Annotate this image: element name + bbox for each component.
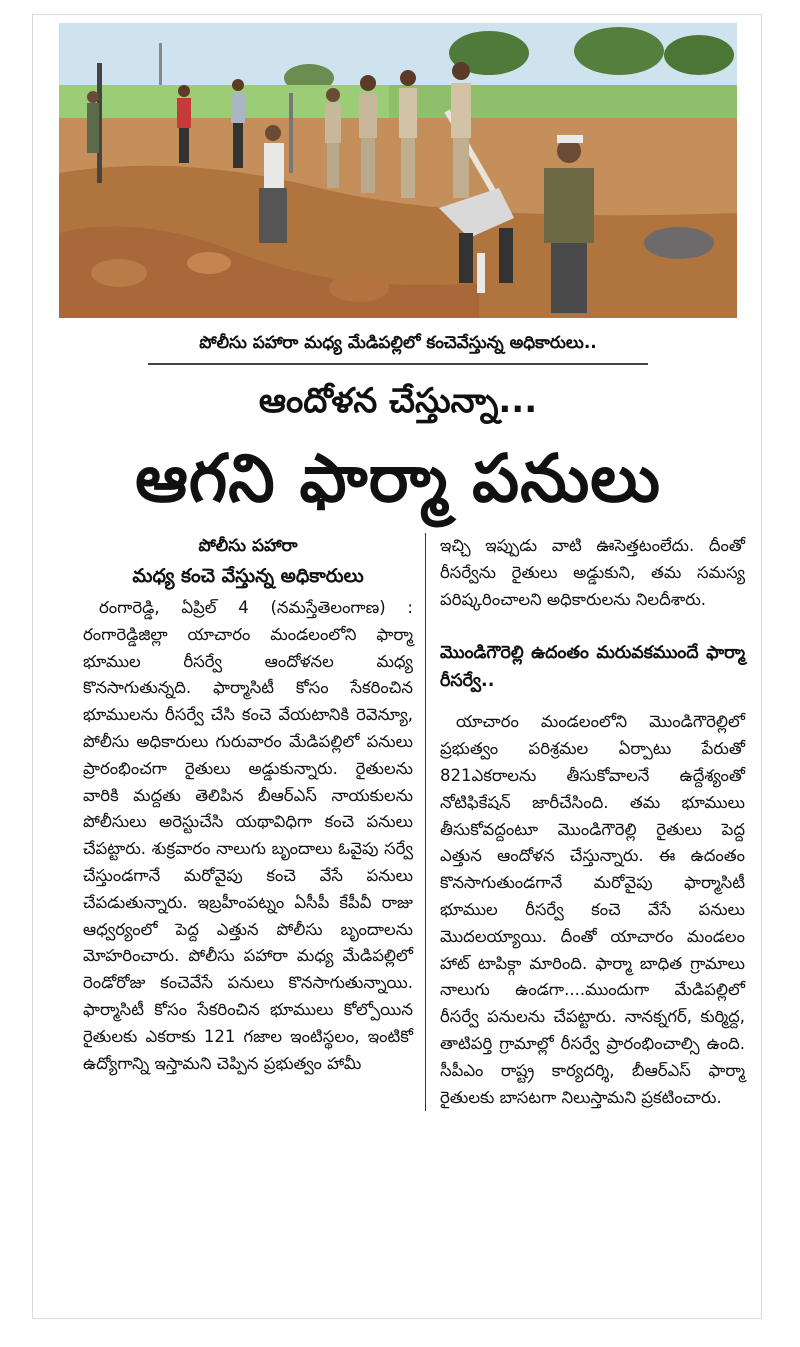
main-headline: ఆగని ఫార్మా పనులు [135, 440, 661, 517]
section-subheading: మొండిగౌరెల్లి ఉదంతం మరువకముందే ఫార్మా రీసర్వే.. [440, 643, 745, 692]
right-body-continued: ఇచ్చి ఇప్పుడు వాటి ఊసెత్తటంలేదు. దీంతో రీసర్వేను రైతులు అడ్డుకుని, తమ సమస్య పరిష్కరించాలని అధికారులను నిలదీశారు. [440, 536, 745, 609]
field-scene-illustration [59, 23, 737, 318]
right-column [425, 533, 745, 1111]
left-column [83, 533, 413, 1077]
left-body-text: రంగారెడ్డి, ఏప్రిల్ 4 (నమస్తేతెలంగాణ) : రంగారెడ్డిజిల్లా యాచారం మండలంలోని ఫార్మా భూముల రీసర్వే ఆందోళనల మధ్య కొనసాగుతున్నది. ఫార్మాసిటీ కోసం సేకరించిన భూములను రీసర్వే చేసి కంచె వేయటానికి రెవెన్యూ, పోలీసు అధికారులు గురువారం మేడిపల్లిలో పనులు ప్రారంభించగా రైతులు అడ్డుకున్నారు. రైతులను వారికి మద్దతు తెలిపిన బీఆర్ఎస్ నాయకులను పోలీసులు అరెస్టుచేసి యథావిధిగా కంచె పనులు చేపట్టారు. శుక్రవారం నాలుగు బృందాలు ఓవైపు సర్వే చేస్తుండగానే మరోవైపు కంచె వేసే పనులు చేపడుతున్నారు. ఇబ్రహీంపట్నం ఏసీపీ కేపీవీ రాజు ఆధ్వర్యంలో పెద్ద ఎత్తున పోలీసు బృందాలను మోహరించారు. పోలీసు పహారా మధ్య మేడిపల్లిలో రెండోరోజు కంచెవేసే పనులు కొనసాగుతున్నాయి. ఫార్మాసిటీ కోసం సేకరించిన భూములు కోల్పోయిన రైతులకు ఎకరాకు 121 గజాల ఇంటిస్థలం, ఇంటికో ఉద్యోగాన్ని ఇస్తామని చెప్పిన ప్రభుత్వం హామీ [83, 598, 413, 1073]
news-photo [59, 23, 737, 318]
photo-caption: పోలీసు పహారా మధ్య మేడిపల్లిలో కంచెవేస్తున్న అధికారులు.. [148, 327, 648, 365]
headline-kicker: ఆందోళన చేస్తున్నా... [258, 381, 538, 421]
section-body-text: యాచారం మండలంలోని మొండిగౌరెల్లిలో ప్రభుత్వం పరిశ్రమల ఏర్పాటు పేరుతో 821ఎకరాలను తీసుకోవాలనే ఉద్దేశ్యంతో నోటిఫికేషన్ జారీచేసింది. తమ భూములు తీసుకోవద్దంటూ మొండిగౌరెల్లి రైతులు పెద్ద ఎత్తున ఆందోళన చేస్తున్నారు. ఈ ఉదంతం కొనసాగుతుండగానే మరోవైపు ఫార్మాసిటీ భూముల రీసర్వే కంచె వేసే పనులు మొదలయ్యాయి. దీంతో యాచారం మండలం హాట్ టాపిక్గా మారింది. ఫార్మా బాధిత గ్రామాలు నాలుగు ఉండగా....ముందుగా మేడిపల్లిలో రీసర్వే పనులను చేపట్టారు. నానక్నగర్, కుర్మిద్ద, తాటిపర్తి గ్రామాల్లో రీసర్వే ప్రారంభించాల్సి ఉంది. సీపీఎం రాష్ట్ర కార్యదర్శి, బీఆర్ఎస్ ఫార్మా రైతులకు బాసటగా నిలుస్తామని ప్రకటించారు. [440, 712, 745, 1107]
newspaper-clipping [32, 14, 762, 1319]
left-subhead-line1: పోలీసు పహారా [198, 536, 298, 556]
left-subhead-line2: మధ్య కంచె వేస్తున్న అధికారులు [132, 565, 364, 587]
